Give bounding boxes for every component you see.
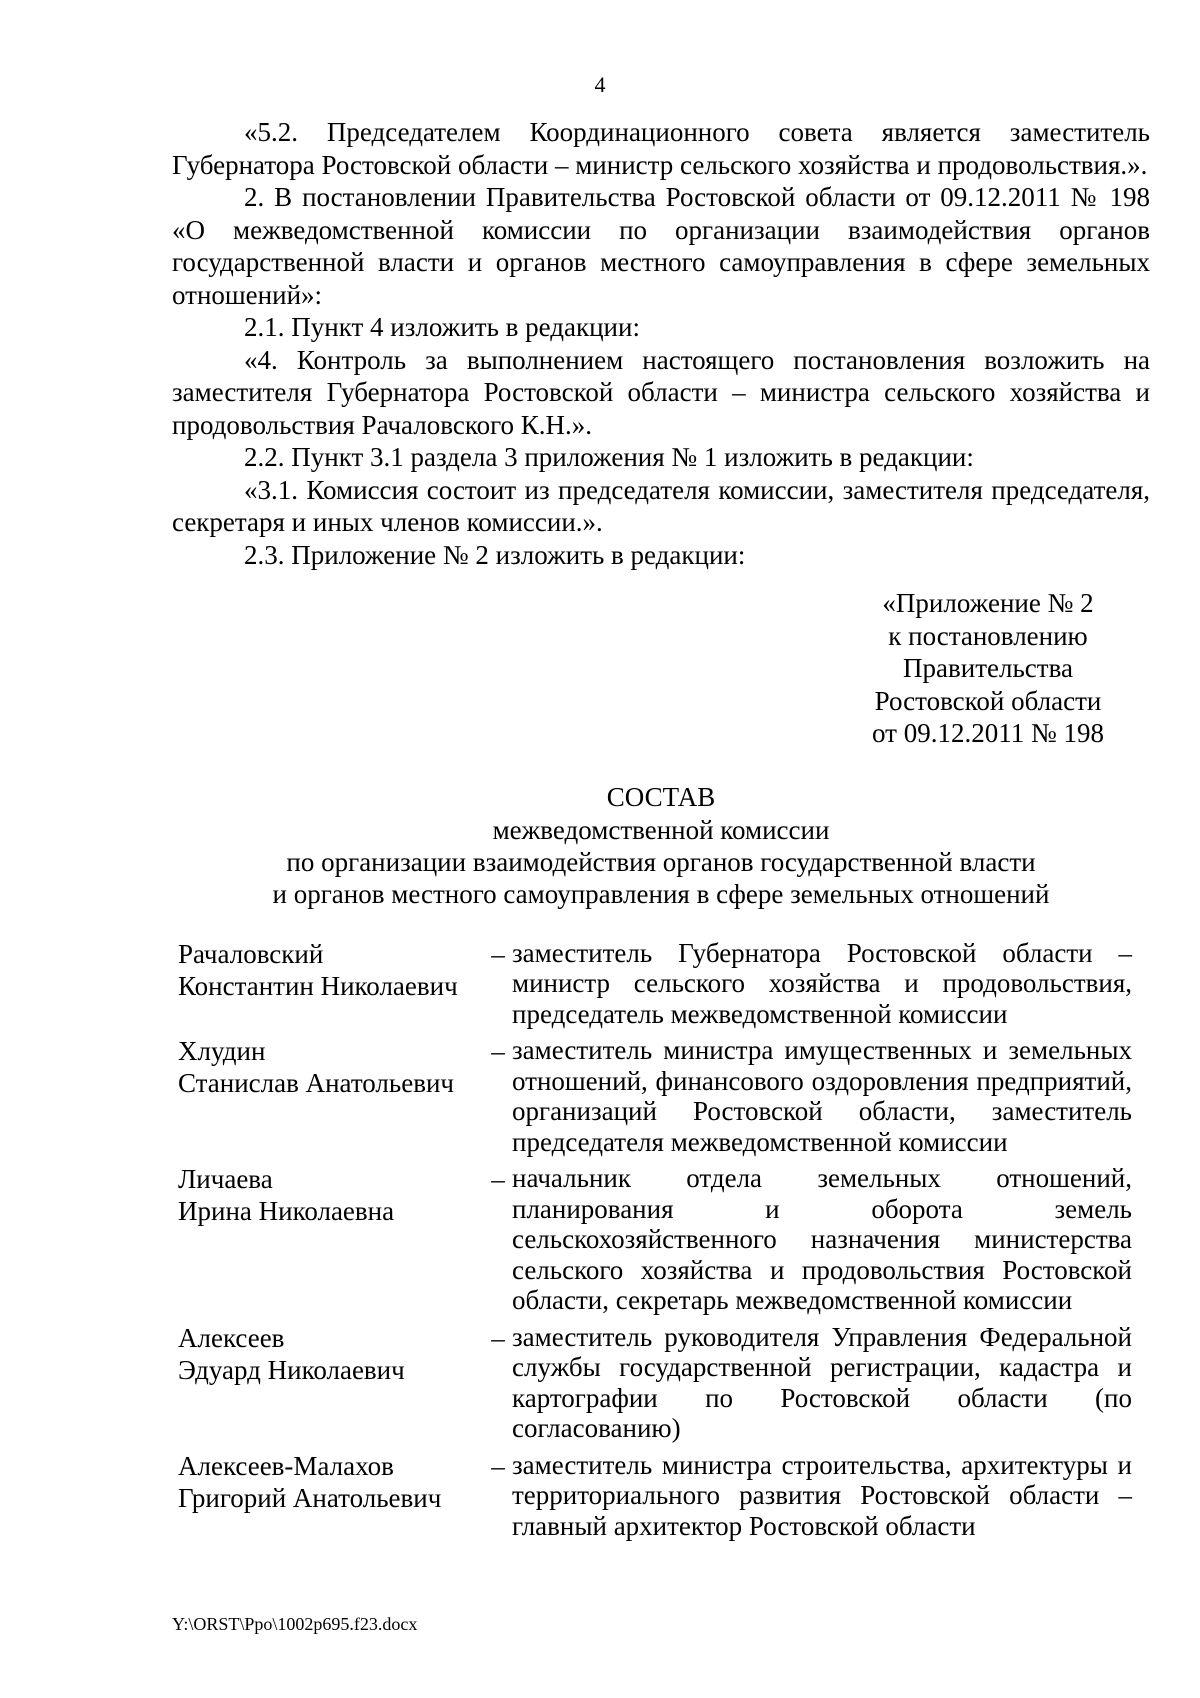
member-surname: Рачаловский (178, 938, 324, 969)
member-row (172, 1450, 1150, 1542)
member-given-name: Станислав Анатольевич (178, 1068, 454, 1098)
member-role: заместитель Губернатора Ростовской области – министр сельского хозяйства и продовольствия, председатель межведомственной комиссии (512, 937, 1132, 1029)
paragraph-3-1-quote: «3.1. Комиссия состоит из председателя комиссии, заместителя председателя, секретаря и иных членов комиссии.». (172, 474, 1150, 537)
member-dash: – (491, 938, 505, 969)
member-name (172, 1163, 484, 1316)
paragraph-2: 2. В постановлении Правительства Ростовской области от 09.12.2011 № 198 «О межведомственной комиссии по организации взаимодействия органов государственной власти и органов местного самоуправления в сфере земельных отношений»: (172, 182, 1150, 310)
member-surname: Алексеев (178, 1322, 285, 1353)
member-role: начальник отдела земельных отношений, планирования и оборота земель сельскохозяйственного назначения министерства сельского хозяйства и продовольствия Ростовской области, секретарь межведомственной комиссии (512, 1163, 1132, 1315)
member-name (172, 1035, 484, 1157)
member-surname: Хлудин (178, 1036, 266, 1066)
member-row (172, 938, 1150, 1030)
member-row (172, 1163, 1150, 1316)
appendix-line: «Приложение № 2 (882, 588, 1094, 618)
member-name (172, 1450, 484, 1542)
composition-subtitle: и органов местного самоуправления в сфере земельных отношений (272, 878, 1050, 909)
member-given-name: Константин Николаевич (178, 970, 458, 1001)
member-given-name: Эдуард Николаевич (178, 1354, 405, 1385)
members-list (172, 938, 1150, 1542)
member-row (172, 1322, 1150, 1444)
paragraph-2-3: 2.3. Приложение № 2 изложить в редакции: (244, 539, 746, 570)
member-role: заместитель министра имущественных и земельных отношений, финансового оздоровления предприятий, организаций Ростовской области, заместитель председателя межведомственной комиссии (512, 1035, 1132, 1157)
appendix-header (838, 587, 1138, 750)
member-dash: – (491, 1322, 505, 1353)
member-surname: Личаева (178, 1164, 273, 1194)
member-surname: Алексеев-Малахов (178, 1450, 394, 1481)
appendix-line: от 09.12.2011 № 198 (872, 718, 1104, 748)
paragraph-2-2: 2.2. Пункт 3.1 раздела 3 приложения № 1 изложить в редакции: (244, 442, 974, 472)
document-body (172, 116, 1150, 1547)
member-dash: – (491, 1036, 505, 1066)
member-role: заместитель руководителя Управления Федеральной службы государственной регистрации, кадастра и картографии по Ростовской области (по согласованию) (512, 1321, 1132, 1443)
composition-title-block (172, 780, 1150, 910)
member-role: заместитель министра строительства, архитектуры и территориального развития Ростовской области – главный архитектор Ростовской области (512, 1449, 1132, 1541)
member-row (172, 1035, 1150, 1157)
member-name (172, 938, 484, 1030)
paragraph-4-quote: «4. Контроль за выполнением настоящего постановления возложить на заместителя Губернатора Ростовской области – министра сельского хозяйства и продовольствия Рачаловского К.Н.». (172, 344, 1150, 440)
member-dash: – (491, 1164, 505, 1194)
member-name (172, 1322, 484, 1444)
paragraph-5-2: «5.2. Председателем Координационного совета является заместитель Губернатора Ростовской области – министр сельского хозяйства и продовольствия.». (172, 117, 1150, 180)
member-given-name: Ирина Николаевна (178, 1196, 395, 1226)
member-given-name: Григорий Анатольевич (178, 1482, 442, 1513)
page-number: 4 (594, 72, 606, 97)
appendix-line: Правительства (903, 653, 1073, 683)
paragraph-2-1: 2.1. Пункт 4 изложить в редакции: (244, 312, 640, 342)
file-path-footer: Y:\ORST\Ppo\1002p695.f23.docx (172, 1614, 418, 1634)
appendix-line: к постановлению (888, 620, 1088, 651)
composition-title: СОСТАВ (606, 781, 716, 812)
appendix-line: Ростовской области (874, 685, 1102, 716)
composition-subtitle: по организации взаимодействия органов государственной власти (286, 846, 1036, 877)
composition-subtitle: межведомственной комиссии (492, 814, 830, 845)
member-dash: – (491, 1450, 505, 1481)
